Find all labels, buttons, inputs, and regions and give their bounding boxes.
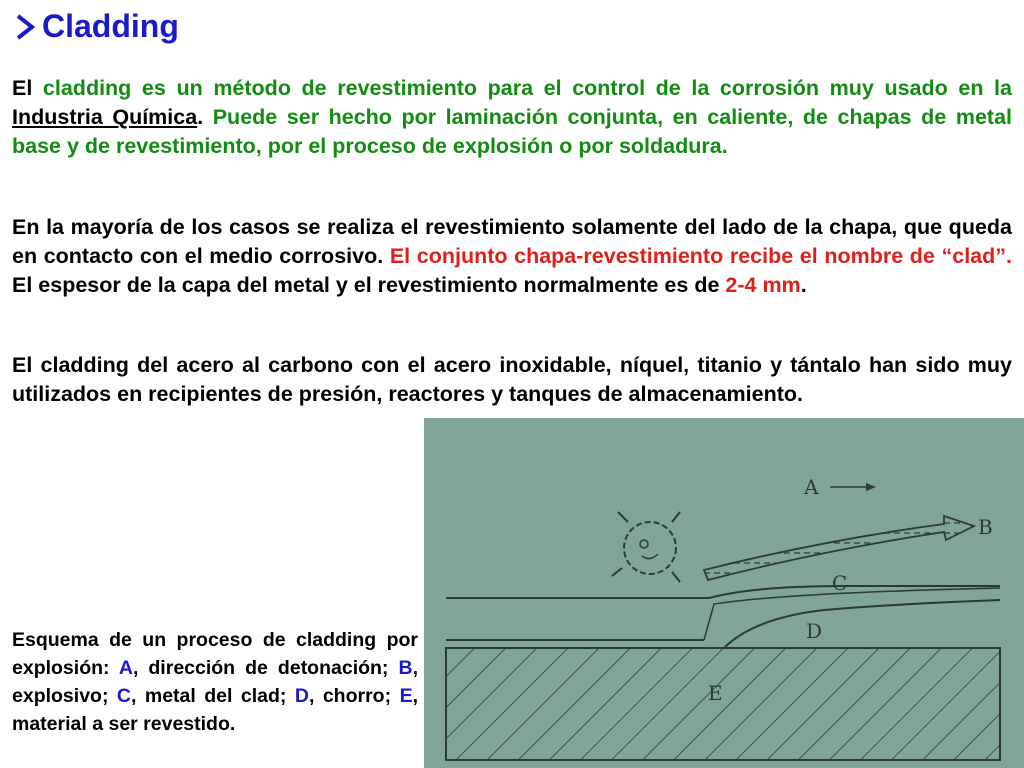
p1-industria-quimica: Industria Química bbox=[12, 105, 198, 129]
arrow-bullet-icon bbox=[12, 12, 38, 42]
diagram-label-a: A bbox=[804, 475, 819, 499]
title-text: Cladding bbox=[42, 8, 179, 44]
p2-clad-definition: El conjunto chapa-revestimiento recibe el nombre de “clad”. bbox=[389, 244, 1012, 268]
caption-text-1: Esquema de un proceso de cladding por explosión: bbox=[12, 629, 418, 679]
diagram-label-d: D bbox=[806, 619, 823, 643]
caption-label-a: A bbox=[118, 657, 133, 679]
cladding-diagram bbox=[424, 418, 1024, 768]
diagram-label-b: B bbox=[978, 515, 993, 539]
p2-text-3: . bbox=[800, 273, 807, 297]
cladding-diagram-svg bbox=[424, 418, 1024, 768]
p1-text-4: Puede ser hecho por laminación conjunta, en caliente, de chapas de metal base y de revestimiento, por el proceso de explosión o por soldadura. bbox=[12, 105, 1012, 158]
p1-text-2: es un método de revestimiento para el control de la corrosión muy usado en la bbox=[131, 76, 1012, 100]
caption-text-6: , material a ser revestido. bbox=[12, 685, 418, 735]
detonation-burst-icon bbox=[612, 512, 680, 582]
base-material bbox=[446, 648, 1000, 760]
p1-text-3: . bbox=[197, 105, 213, 129]
jet-curve bbox=[724, 600, 1000, 648]
diagram-label-c: C bbox=[832, 571, 848, 595]
p3-text: El cladding del acero al carbono con el acero inoxidable, níquel, titanio y tántalo han sido muy utilizados en recipientes de presión, reactores y tanques de almacenamiento. bbox=[12, 353, 1012, 406]
figure-caption bbox=[12, 626, 418, 738]
p1-text-1: El bbox=[12, 76, 43, 100]
caption-label-c: C bbox=[116, 685, 131, 707]
caption-label-e: E bbox=[399, 685, 413, 707]
p1-term-cladding: cladding bbox=[42, 76, 132, 100]
direction-arrow-head bbox=[866, 483, 876, 491]
p2-thickness-value: 2-4 mm bbox=[725, 273, 801, 297]
caption-label-d: D bbox=[294, 685, 309, 707]
caption-label-b: B bbox=[398, 657, 413, 679]
caption-text-4: , metal del clad; bbox=[131, 685, 295, 707]
paragraph-clad bbox=[12, 213, 1012, 300]
slide-title bbox=[12, 8, 179, 45]
clad-metal-lower bbox=[704, 588, 1000, 640]
paragraph-applications bbox=[12, 351, 1012, 409]
clad-metal-plate bbox=[446, 586, 1000, 598]
p2-text-1: En la mayoría de los casos se realiza el revestimiento solamente del lado de la chapa, que queda en contacto con el medio corrosivo. bbox=[12, 215, 1012, 268]
caption-text-3: , explosivo; bbox=[12, 657, 418, 707]
caption-text-2: , dirección de detonación; bbox=[132, 657, 399, 679]
paragraph-definition bbox=[12, 74, 1012, 161]
p2-text-2: El espesor de la capa del metal y el revestimiento normalmente es de bbox=[12, 273, 726, 297]
diagram-label-e: E bbox=[708, 681, 723, 705]
caption-text-5: , chorro; bbox=[308, 685, 400, 707]
